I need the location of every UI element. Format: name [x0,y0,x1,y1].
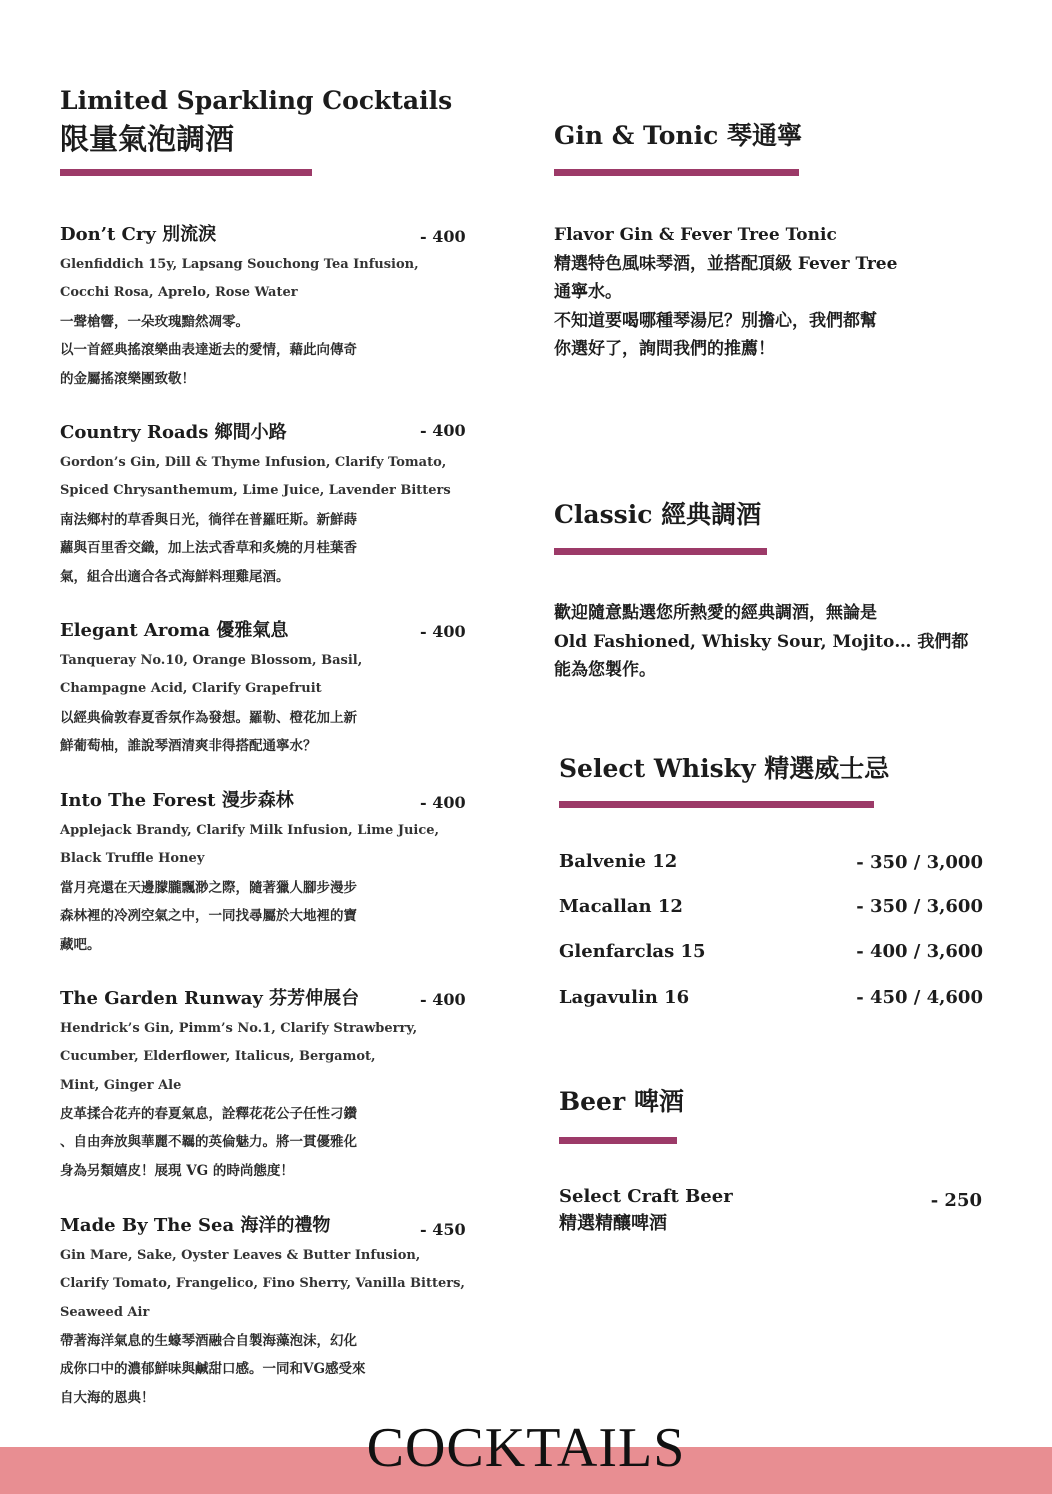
item-description: 鮮葡萄柚，誰說琴酒清爽非得搭配通寧水？ [60,738,317,755]
item-description: 藏吧。 [60,936,101,953]
item-ingredients: Seaweed Air [60,1304,150,1320]
section-divider [559,801,874,808]
item-description: 成你口中的濃郁鮮味與鹹甜口感。一同和VG感受來 [60,1361,366,1378]
item-ingredients: Cucumber, Elderflower, Italicus, Bergamot, [60,1049,376,1065]
section-divider [554,548,767,555]
item-price: - 400 [420,990,466,1009]
item-name: Elegant Aroma 優雅氣息 [60,620,289,641]
gin-tonic-line: Flavor Gin & Fever Tree Tonic [554,225,837,245]
item-description: 當月亮還在天邊朦朧飄渺之際，隨著獵人腳步漫步 [60,880,357,896]
section-title-gin-tonic: Gin & Tonic 琴通寧 [554,121,803,150]
item-ingredients: Gordon’s Gin, Dill & Thyme Infusion, Clarify Tomato, [60,455,447,470]
item-description: 蘿與百里香交織，加上法式香草和炙燒的月桂葉香 [60,540,357,557]
item-ingredients: Cocchi Rosa, Aprelo, Rose Water [60,285,298,301]
section-title-whisky: Select Whisky 精選威士忌 [559,754,890,783]
item-description: 以經典倫敦春夏香氛作為發想。羅勒、橙花加上新 [60,710,357,726]
gin-tonic-description [554,221,984,364]
section-divider [559,1137,677,1144]
whisky-name: Balvenie 12 [559,851,678,872]
beer-name-en: Select Craft Beer [559,1186,733,1207]
item-description: 一聲槍響，一朵玫瑰黯然凋零。 [60,314,249,330]
item-name: The Garden Runway 芬芳伸展台 [60,988,360,1009]
classic-line: 能為您製作。 [554,660,656,680]
item-description: 氣，組合出適合各式海鮮料理雞尾酒。 [60,568,290,585]
gin-tonic-line: 你選好了，詢問我們的推薦！ [554,339,775,359]
whisky-name: Glenfarclas 15 [559,941,706,962]
item-ingredients: Applejack Brandy, Clarify Milk Infusion, Lime Juice, [60,823,440,838]
item-name: Made By The Sea 海洋的禮物 [60,1215,331,1236]
section-title-beer: Beer 啤酒 [559,1087,684,1116]
item-ingredients: Hendrick’s Gin, Pimm’s No.1, Clarify Strawberry, [60,1021,418,1036]
item-ingredients: Clarify Tomato, Frangelico, Fino Sherry, Vanilla Bitters, [60,1276,465,1292]
item-price: - 400 [420,622,466,641]
gin-tonic-line: 不知道要喝哪種琴湯尼？別擔心，我們都幫 [554,310,877,331]
footer-title: COCKTAILS [366,1417,686,1479]
beer-name-zh: 精選精釀啤酒 [559,1213,667,1234]
item-ingredients: Tanqueray No.10, Orange Blossom, Basil, [60,653,363,668]
item-ingredients: Glenfiddich 15y, Lapsang Souchong Tea Infusion, [60,257,419,272]
section-title-classic: Classic 經典調酒 [554,500,762,529]
section-title-sparkling-en: Limited Sparkling Cocktails [60,86,453,115]
item-price: - 400 [420,793,466,812]
whisky-price: - 400 / 3,600 [856,941,983,962]
item-ingredients: Mint, Ginger Ale [60,1077,182,1093]
item-description: 皮革揉合花卉的春夏氣息，詮釋花花公子任性刁鑽 [60,1106,357,1122]
item-price: - 400 [420,227,466,246]
item-price: - 400 [420,421,466,440]
whisky-price: - 450 / 4,600 [856,987,983,1008]
section-title-sparkling-zh: 限量氣泡調酒 [60,122,235,156]
whisky-name: Lagavulin 16 [559,987,690,1008]
item-description: 南法鄉村的草香與日光，徜徉在普羅旺斯。新鮮蒔 [60,512,357,528]
beer-price: - 250 [930,1190,982,1211]
whisky-price: - 350 / 3,600 [856,896,983,917]
whisky-name: Macallan 12 [559,896,683,917]
item-description: 自大海的恩典！ [60,1389,155,1406]
item-description: 帶著海洋氣息的生蠔琴酒融合自製海藻泡沫，幻化 [60,1333,357,1349]
gin-tonic-line: 通寧水。 [554,282,622,302]
classic-description [554,599,984,685]
item-price: - 450 [420,1220,466,1239]
item-ingredients: Spiced Chrysanthemum, Lime Juice, Lavender Bitters [60,483,451,499]
item-description: 身為另類嬉皮！展現 VG 的時尚態度！ [60,1162,294,1179]
gin-tonic-line: 精選特色風味琴酒，並搭配頂級 Fever Tree [554,253,898,274]
item-name: Country Roads 鄉間小路 [60,422,287,443]
item-name: Don’t Cry 別流淚 [60,224,217,245]
item-name: Into The Forest 漫步森林 [60,790,294,811]
item-description: 以一首經典搖滾樂曲表達逝去的愛情，藉此向傳奇 [60,342,357,359]
item-description: 、自由奔放與華麗不羈的英倫魅力。將一貫優雅化 [60,1134,357,1151]
item-description: 森林裡的冷冽空氣之中，一同找尋屬於大地裡的寶 [60,908,357,925]
classic-line: 歡迎隨意點選您所熱愛的經典調酒，無論是 [554,603,877,623]
item-ingredients: Gin Mare, Sake, Oyster Leaves & Butter Infusion, [60,1248,421,1263]
item-ingredients: Champagne Acid, Clarify Grapefruit [60,681,322,697]
item-ingredients: Black Truffle Honey [60,851,205,867]
section-divider [554,169,799,176]
classic-line: Old Fashioned, Whisky Sour, Mojito… 我們都 [554,631,969,652]
item-description: 的金屬搖滾樂團致敬！ [60,370,195,387]
whisky-price: - 350 / 3,000 [856,852,983,873]
section-divider [60,169,312,176]
